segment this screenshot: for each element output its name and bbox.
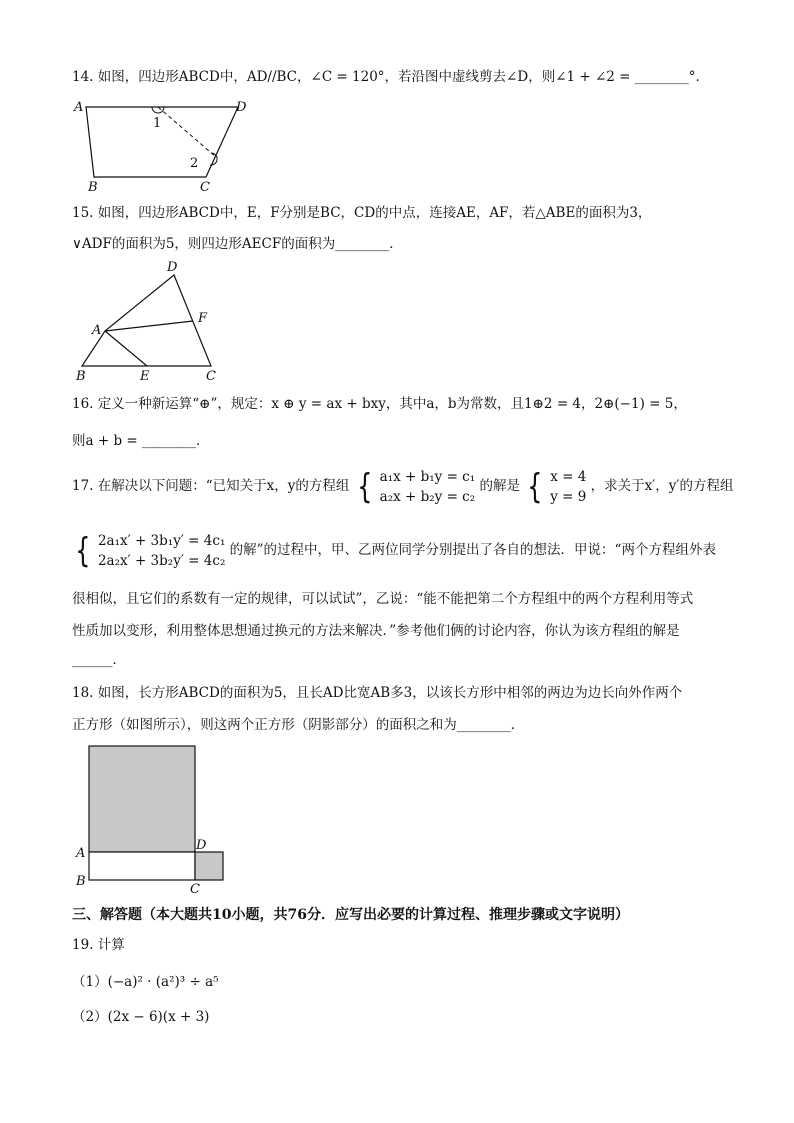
- q14-label-B: B: [88, 180, 98, 195]
- q15-figure: [70, 258, 230, 383]
- q17-sys2-row1: 2a₁x′ + 3b₁y′ = 4c₁: [97, 532, 226, 549]
- q15-segment-AE: [105, 331, 147, 366]
- q14-angle1-arc: [152, 107, 164, 113]
- q17-brace-1: {: [356, 466, 373, 507]
- q15-label-F: F: [198, 311, 208, 326]
- q15-label-D: D: [167, 260, 178, 275]
- q19-title: 19. 计算: [72, 937, 125, 953]
- q14-text: 14. 如图，四边形ABCD中，AD//BC，∠C = 120°，若沿图中虚线剪去∠D，则∠1 + ∠2 = ________°．: [72, 69, 710, 85]
- q18-line2: 正方形（如图所示），则这两个正方形（阴影部分）的面积之和为________．: [72, 717, 525, 733]
- q17-brace-2: {: [527, 466, 543, 507]
- q17-sys1-row1: a₁x + b₁y = c₁: [379, 468, 476, 485]
- q17-system-1: [380, 467, 476, 507]
- q16-line1: 16. 定义一种新运算“⊕”，规定：x ⊕ y = ax + bxy，其中a，b为常数，且1⊕2 = 4，2⊕(−1) = 5，: [72, 396, 687, 412]
- q17-mid: 的解是: [479, 478, 520, 494]
- q17-pre: 17. 在解决以下问题：“已知关于x，y的方程组: [72, 478, 350, 494]
- q15-label-E: E: [140, 369, 150, 384]
- q18-rectangle-ABCD: [89, 852, 195, 880]
- q19-part2: （2）(2x − 6)(x + 3): [72, 1009, 210, 1025]
- q17-sol-row2: y = 9: [550, 488, 587, 505]
- q14-label-1: 1: [153, 116, 162, 131]
- q17-brace-3: {: [75, 530, 91, 571]
- q17-line4: 性质加以变形，利用整体思想通过换元的方法来解决．”参考他们俩的讨论内容，你认为该方程组的解是: [72, 623, 680, 639]
- q14-label-A: A: [74, 100, 84, 115]
- q17-sys1-row2: a₂x + b₂y = c₂: [379, 488, 476, 505]
- q18-label-C: C: [190, 882, 200, 897]
- q18-line1: 18. 如图，长方形ABCD的面积为5，且长AD比宽AB多3，以该长方形中相邻的两边为边长向外作两个: [72, 685, 683, 701]
- q14-label-C: C: [200, 180, 210, 195]
- q18-large-square: [89, 746, 195, 852]
- q16-line2: 则a + b = ________．: [72, 433, 210, 449]
- q18-label-B: B: [76, 874, 86, 889]
- q17-line5: ______．: [72, 652, 126, 668]
- q17-cont: 的解”的过程中，甲、乙两位同学分别提出了各自的想法．甲说：“两个方程组外表: [229, 542, 716, 558]
- q18-small-square: [195, 852, 223, 880]
- q17-sys2-row2: 2a₂x′ + 3b₂y′ = 4c₂: [97, 552, 226, 569]
- q14-cut-line: [158, 107, 216, 157]
- q17-post: ，求关于x′，y′的方程组: [590, 478, 734, 494]
- q15-line1: 15. 如图，四边形ABCD中，E，F分别是BC，CD的中点，连接AE，AF，若△ABE的面积为3，: [72, 205, 652, 221]
- q18-label-D: D: [196, 838, 207, 853]
- q17-solution: [550, 467, 586, 507]
- q14-label-2: 2: [190, 156, 199, 171]
- q18-label-A: A: [76, 846, 86, 861]
- q14-quadrilateral: [86, 107, 238, 177]
- q14-label-D: D: [236, 100, 247, 115]
- q17-line2: [72, 530, 716, 571]
- q15-segment-AF: [105, 321, 193, 331]
- section3-title: 三、解答题（本大题共10小题，共76分．应写出必要的计算过程、推理步骤或文字说明）: [72, 907, 629, 923]
- q15-line2: ∨ADF的面积为5，则四边形AECF的面积为________．: [72, 236, 403, 252]
- q15-label-C: C: [206, 369, 216, 384]
- q17-line3: 很相似，且它们的系数有一定的规律，可以试试”，乙说：“能不能把第二个方程组中的两个方程利用等式: [72, 591, 694, 607]
- q15-label-A: A: [92, 323, 102, 338]
- q17-line1: [72, 466, 733, 507]
- q14-figure: [70, 95, 270, 195]
- q17-sol-row1: x = 4: [550, 468, 587, 485]
- q15-label-B: B: [76, 369, 86, 384]
- q15-quadrilateral: [82, 275, 211, 366]
- q18-figure: [72, 745, 232, 895]
- q19-part1: （1）(−a)² · (a²)³ ÷ a⁵: [72, 974, 219, 990]
- q17-system-2: [98, 531, 225, 571]
